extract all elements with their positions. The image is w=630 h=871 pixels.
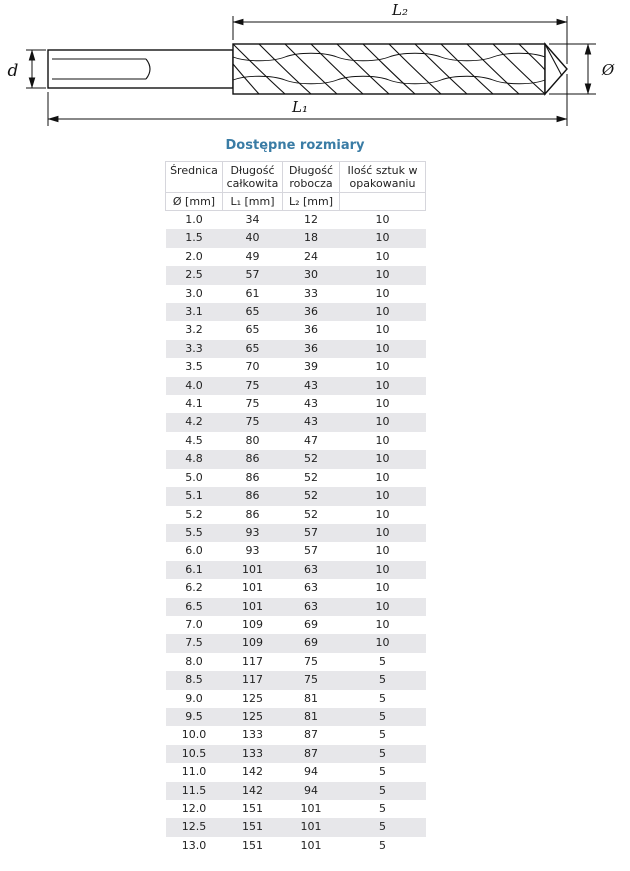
section-heading: Dostępne rozmiary — [225, 138, 365, 153]
table-cell: 101 — [300, 820, 322, 834]
drill-flutes — [233, 44, 545, 94]
table-cell: 75 — [245, 397, 260, 411]
table-cell: 18 — [304, 231, 318, 245]
table-cell: 117 — [242, 673, 263, 687]
table-row — [166, 432, 426, 450]
table-cell: 101 — [300, 802, 322, 815]
table-cell: 3.0 — [185, 286, 203, 300]
table-cell: 69 — [304, 636, 318, 650]
table-cell: 65 — [245, 305, 260, 319]
table-cell: 101 — [242, 599, 263, 613]
table-cell: 8.5 — [185, 673, 203, 687]
table-cell: 151 — [242, 838, 263, 852]
table-row — [166, 818, 426, 836]
table-cell: 1.5 — [185, 231, 203, 245]
table-cell: 6.2 — [185, 581, 203, 595]
table-row — [166, 671, 426, 689]
col-unit-empty — [340, 193, 426, 211]
table-cell: 10 — [375, 397, 390, 411]
col-header-working-length: Długość robocza — [283, 162, 340, 193]
table-cell: 142 — [242, 765, 263, 779]
table-cell: 93 — [245, 544, 260, 558]
table-row — [166, 303, 426, 321]
dim-label-l2: L₂ — [392, 1, 408, 19]
table-cell: 6.0 — [185, 544, 203, 558]
table-cell: 7.0 — [185, 617, 203, 631]
table-cell: 49 — [245, 249, 260, 263]
table-cell: 10 — [375, 249, 390, 263]
table-cell: 86 — [245, 489, 260, 503]
table-cell: 10 — [375, 525, 390, 539]
table-cell: 8.0 — [185, 654, 203, 668]
table-cell: 4.2 — [185, 415, 203, 429]
table-row — [166, 487, 426, 505]
table-row — [166, 690, 426, 708]
table-cell: 10 — [375, 286, 390, 300]
table-cell: 10 — [375, 378, 390, 392]
table-cell: 10 — [375, 599, 390, 613]
table-cell: 142 — [242, 783, 263, 797]
table-cell: 2.0 — [185, 249, 203, 263]
table-row — [166, 634, 426, 652]
table-cell: 75 — [245, 378, 260, 392]
table-row — [166, 763, 426, 781]
table-cell: 10 — [375, 433, 390, 447]
table-cell: 39 — [304, 360, 318, 374]
col-unit-l1: L₁ [mm] — [223, 193, 283, 211]
table-cell: 101 — [242, 562, 263, 576]
table-cell: 52 — [304, 470, 318, 484]
table-cell: 4.0 — [185, 378, 203, 392]
table-cell: 109 — [242, 636, 263, 650]
table-row — [166, 395, 426, 413]
table-cell: 10 — [375, 360, 390, 374]
table-cell: 10 — [375, 617, 390, 631]
dimension-d — [26, 50, 46, 88]
col-header-diameter: Średnica — [166, 162, 223, 193]
table-row — [166, 598, 426, 616]
table-row — [166, 726, 426, 744]
table-row — [166, 469, 426, 487]
dim-label-l1: L₁ — [292, 98, 308, 116]
table-row — [166, 800, 426, 818]
table-cell: 86 — [245, 452, 260, 466]
table-row — [166, 616, 426, 634]
table-cell: 5 — [379, 746, 386, 760]
table-cell: 24 — [304, 249, 318, 263]
dim-label-diameter: Ø — [601, 61, 615, 79]
table-cell: 3.3 — [185, 341, 203, 355]
table-cell: 5 — [379, 783, 386, 797]
table-cell: 5 — [379, 765, 386, 779]
dim-label-d: d — [7, 61, 19, 81]
table-row — [166, 340, 426, 358]
table-cell: 65 — [245, 341, 260, 355]
table-cell: 10 — [375, 415, 390, 429]
table-cell: 43 — [304, 415, 318, 429]
table-row — [166, 524, 426, 542]
table-cell: 109 — [242, 617, 263, 631]
table-cell: 47 — [304, 433, 318, 447]
table-cell: 5 — [379, 673, 386, 687]
header-row-units — [166, 193, 426, 211]
table-cell: 70 — [245, 360, 260, 374]
table-cell: 5.2 — [185, 507, 203, 521]
table-cell: 30 — [304, 268, 318, 282]
table-cell: 33 — [304, 286, 318, 300]
drill-tip — [545, 44, 567, 94]
table-cell: 10 — [375, 636, 390, 650]
table-cell: 10 — [375, 323, 390, 337]
table-cell: 87 — [304, 728, 318, 742]
table-cell: 57 — [245, 268, 260, 282]
table-row — [166, 708, 426, 726]
table-cell: 65 — [245, 323, 260, 337]
table-cell: 10 — [375, 231, 390, 245]
table-cell: 52 — [304, 507, 318, 521]
table-cell: 10 — [375, 213, 390, 226]
drill-shank — [48, 50, 233, 88]
table-cell: 101 — [300, 838, 322, 852]
table-cell: 80 — [245, 433, 260, 447]
table-cell: 10 — [375, 562, 390, 576]
table-cell: 94 — [304, 783, 318, 797]
table-cell: 36 — [304, 323, 318, 337]
table-cell: 57 — [304, 544, 318, 558]
table-cell: 52 — [304, 452, 318, 466]
table-cell: 93 — [245, 525, 260, 539]
table-cell: 117 — [242, 654, 263, 668]
table-body — [166, 211, 426, 856]
table-cell: 10.5 — [181, 746, 207, 760]
table-cell: 86 — [245, 470, 260, 484]
table-cell: 3.5 — [185, 360, 203, 374]
table-cell: 81 — [304, 691, 318, 705]
col-unit-diameter: Ø [mm] — [166, 193, 223, 211]
table-row — [166, 579, 426, 597]
table-cell: 4.5 — [185, 433, 203, 447]
table-cell: 5 — [379, 654, 386, 668]
table-row — [166, 285, 426, 303]
table-cell: 52 — [304, 489, 318, 503]
table-cell: 3.2 — [185, 323, 203, 337]
table-row — [166, 506, 426, 524]
table-cell: 5.1 — [185, 489, 203, 503]
table-cell: 9.0 — [185, 691, 203, 705]
table-cell: 10 — [375, 507, 390, 521]
table-row — [166, 561, 426, 579]
table-cell: 5 — [379, 691, 386, 705]
table-cell: 69 — [304, 617, 318, 631]
table-cell: 10 — [375, 268, 390, 282]
table-row — [166, 248, 426, 266]
table-cell: 10 — [375, 470, 390, 484]
technical-drawing — [0, 0, 630, 134]
table-row — [166, 837, 426, 855]
table-cell: 133 — [242, 746, 263, 760]
table-row — [166, 321, 426, 339]
table-cell: 133 — [242, 728, 263, 742]
table-cell: 75 — [245, 415, 260, 429]
table-cell: 2.5 — [185, 268, 203, 282]
table-cell: 61 — [245, 286, 260, 300]
table-cell: 125 — [242, 709, 263, 723]
table-cell: 5.5 — [185, 525, 203, 539]
table-cell: 6.5 — [185, 599, 203, 613]
table-cell: 5 — [379, 838, 386, 852]
table-row — [166, 782, 426, 800]
table-cell: 101 — [242, 581, 263, 595]
table-row — [166, 745, 426, 763]
table-row — [166, 413, 426, 431]
table-cell: 125 — [242, 691, 263, 705]
table-cell: 75 — [304, 673, 318, 687]
table-cell: 94 — [304, 765, 318, 779]
table-cell: 75 — [304, 654, 318, 668]
table-cell: 13.0 — [181, 838, 207, 852]
table-cell: 3.1 — [185, 305, 203, 319]
table-cell: 36 — [304, 305, 318, 319]
table-cell: 12 — [304, 213, 318, 226]
drill-bit-diagram — [0, 0, 630, 134]
table-cell: 151 — [242, 802, 263, 815]
table-cell: 10 — [375, 305, 390, 319]
table-cell: 1.0 — [185, 213, 203, 226]
sizes-section — [165, 138, 425, 855]
table-row — [166, 377, 426, 395]
table-cell: 63 — [304, 599, 318, 613]
table-cell: 5.0 — [185, 470, 203, 484]
table-row — [166, 211, 426, 230]
col-header-total-length: Długość całkowita — [223, 162, 283, 193]
table-cell: 10 — [375, 452, 390, 466]
table-cell: 4.1 — [185, 397, 203, 411]
table-cell: 36 — [304, 341, 318, 355]
table-cell: 63 — [304, 581, 318, 595]
table-cell: 5 — [379, 820, 386, 834]
table-cell: 6.1 — [185, 562, 203, 576]
table-cell: 10 — [375, 581, 390, 595]
table-cell: 12.5 — [181, 820, 207, 834]
table-cell: 86 — [245, 507, 260, 521]
table-cell: 57 — [304, 525, 318, 539]
col-header-pack-quantity: Ilość sztuk w opakowaniu — [340, 162, 426, 193]
table-cell: 5 — [379, 709, 386, 723]
table-cell: 10 — [375, 341, 390, 355]
table-cell: 11.0 — [181, 765, 207, 779]
col-unit-l2: L₂ [mm] — [283, 193, 340, 211]
table-cell: 34 — [245, 213, 260, 226]
table-cell: 7.5 — [185, 636, 203, 650]
table-header — [166, 162, 426, 211]
table-cell: 5 — [379, 728, 386, 742]
table-cell: 12.0 — [181, 802, 207, 815]
table-cell: 4.8 — [185, 452, 203, 466]
table-cell: 11.5 — [181, 783, 207, 797]
table-cell: 43 — [304, 378, 318, 392]
table-cell: 10.0 — [181, 728, 207, 742]
table-row — [166, 266, 426, 284]
table-row — [166, 229, 426, 247]
table-row — [166, 542, 426, 560]
table-cell: 81 — [304, 709, 318, 723]
table-cell: 63 — [304, 562, 318, 576]
table-row — [166, 653, 426, 671]
table-cell: 40 — [245, 231, 260, 245]
table-row — [166, 450, 426, 468]
table-cell: 87 — [304, 746, 318, 760]
sizes-table — [165, 161, 426, 855]
table-cell: 10 — [375, 544, 390, 558]
header-row-names — [166, 162, 426, 193]
table-cell: 43 — [304, 397, 318, 411]
table-cell: 5 — [379, 802, 386, 815]
table-cell: 151 — [242, 820, 263, 834]
table-cell: 10 — [375, 489, 390, 503]
table-cell: 9.5 — [185, 709, 203, 723]
table-row — [166, 358, 426, 376]
